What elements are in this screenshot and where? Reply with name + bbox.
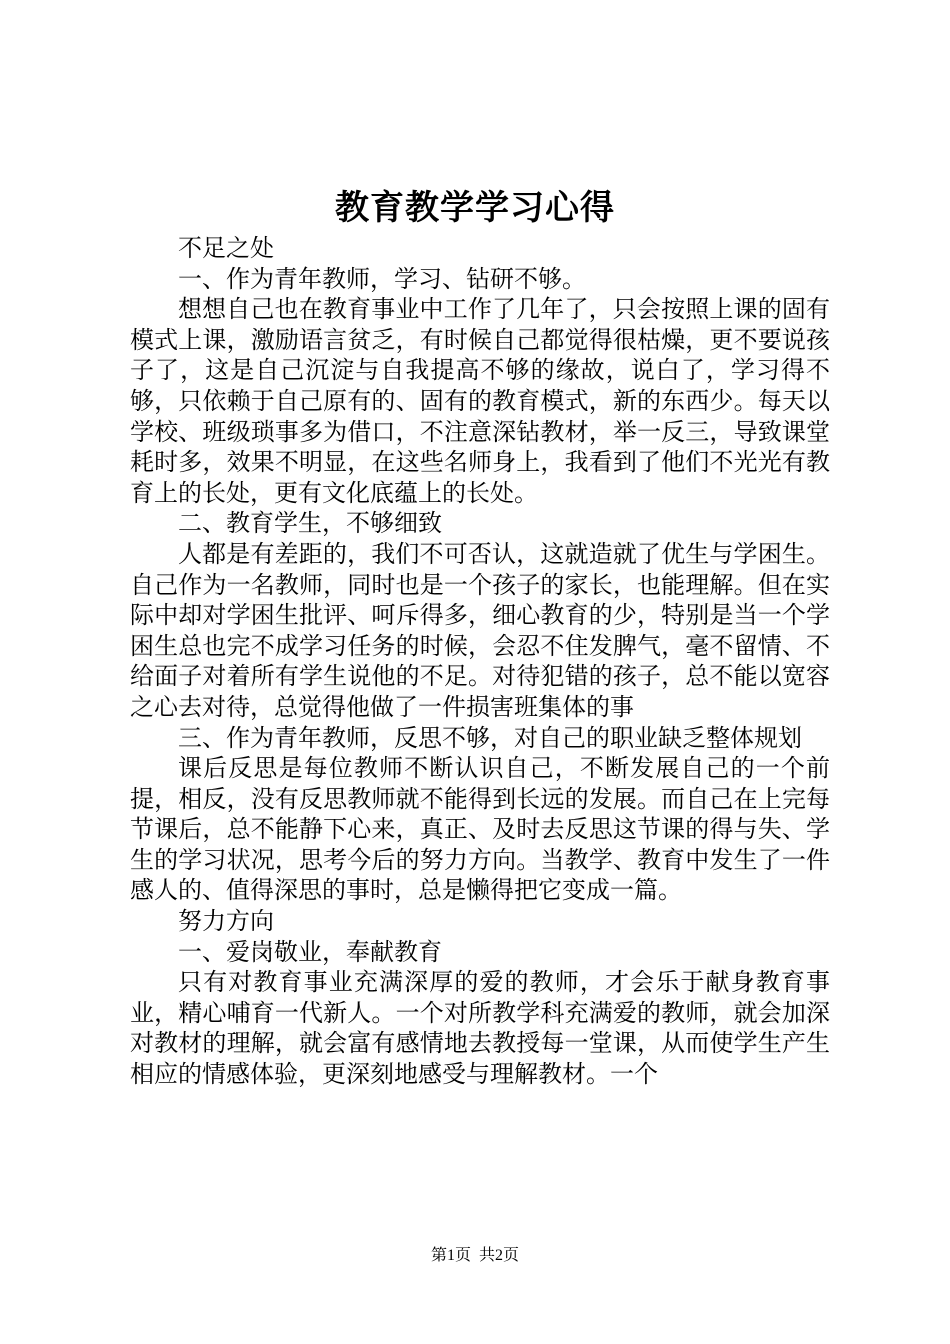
page-footer	[0, 1244, 950, 1268]
page-number: 第1页	[430, 1247, 471, 1264]
body-paragraph: 想想自己也在教育事业中工作了几年了，只会按照上课的固有模式上课，激励语言贫乏，有时候自己都觉得很枯燥，更不要说孩子了，这是自己沉淀与自我提高不够的缘故，说白了，学习得不够，只依赖于自己原有的、固有的教育模式，新的东西少。每天以学校、班级琐事多为借口，不注意深钻教材，举一反三，导致课堂耗时多，效果不明显，在这些名师身上，我看到了他们不光光有教育上的长处，更有文化底蕴上的长处。	[130, 295, 830, 507]
point-heading-3: 三、作为青年教师，反思不够，对自己的职业缺乏整体规划	[178, 723, 802, 752]
point-heading-1: 一、爱岗敬业，奉献教育	[178, 937, 442, 966]
page-total: 共2页	[479, 1247, 520, 1264]
document-title: 教育教学学习心得	[335, 188, 615, 228]
point-heading-1: 一、作为青年教师，学习、钻研不够。	[178, 264, 586, 293]
body-paragraph: 人都是有差距的，我们不可否认，这就造就了优生与学困生。自己作为一名教师，同时也是一个孩子的家长，也能理解。但在实际中却对学困生批评、呵斥得多，细心教育的少，特别是当一个学困生总也完不成学习任务的时候，会忍不住发脾气，毫不留情、不给面子对着所有学生说他的不足。对待犯错的孩子，总不能以宽容之心去对待，总觉得他做了一件损害班集体的事	[130, 539, 830, 721]
body-paragraph: 只有对教育事业充满深厚的爱的教师，才会乐于献身教育事业，精心哺育一代新人。一个对所教学科充满爱的教师，就会加深对教材的理解，就会富有感情地去教授每一堂课，从而使学生产生相应的情感体验，更深刻地感受与理解教材。一个	[130, 968, 830, 1089]
body-paragraph: 课后反思是每位教师不断认识自己，不断发展自己的一个前提，相反，没有反思教师就不能得到长远的发展。而自己在上完每节课后，总不能静下心来，真正、及时去反思这节课的得与失、学生的学习状况，思考今后的努力方向。当教学、教育中发生了一件感人的、值得深思的事时，总是懒得把它变成一篇。	[130, 754, 830, 905]
point-heading-2: 二、教育学生，不够细致	[178, 509, 442, 538]
section-heading-shortcomings: 不足之处	[178, 234, 274, 262]
section-heading-direction: 努力方向	[178, 907, 274, 936]
document-body	[130, 233, 830, 1090]
